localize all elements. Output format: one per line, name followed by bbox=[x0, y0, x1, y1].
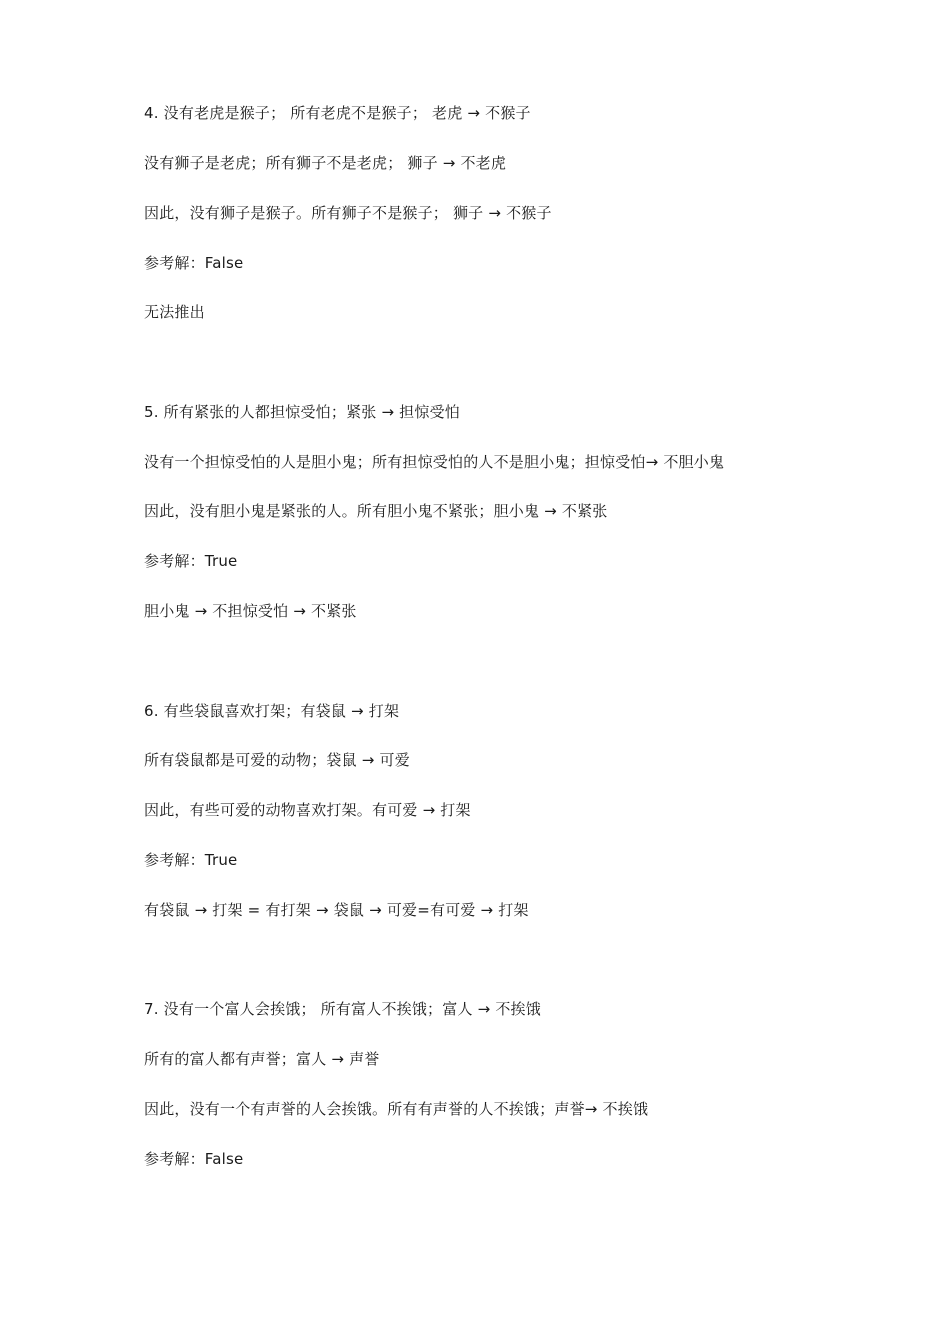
problem-6-premise-1: 6. 有些袋鼠喜欢打架；有袋鼠 → 打架 bbox=[144, 702, 400, 720]
problem-4-answer: 参考解：False bbox=[144, 254, 244, 272]
problem-7-answer: 参考解：False bbox=[144, 1150, 244, 1168]
problem-5-answer: 参考解：True bbox=[144, 552, 238, 570]
problem-4-note: 无法推出 bbox=[144, 303, 205, 321]
problem-7-premise-2: 所有的富人都有声誉；富人 → 声誉 bbox=[144, 1050, 380, 1068]
problem-6-premise-2: 所有袋鼠都是可爱的动物；袋鼠 → 可爱 bbox=[144, 751, 410, 769]
problem-4-conclusion: 因此，没有狮子是猴子。所有狮子不是猴子； 狮子 → 不猴子 bbox=[144, 204, 552, 222]
problem-4-premise-2: 没有狮子是老虎；所有狮子不是老虎； 狮子 → 不老虎 bbox=[144, 154, 507, 172]
problem-5-conclusion: 因此，没有胆小鬼是紧张的人。所有胆小鬼不紧张；胆小鬼 → 不紧张 bbox=[144, 502, 608, 520]
problem-7-conclusion: 因此，没有一个有声誉的人会挨饿。所有有声誉的人不挨饿；声誉→ 不挨饿 bbox=[144, 1100, 649, 1118]
problem-5-note: 胆小鬼 → 不担惊受怕 → 不紧张 bbox=[144, 602, 357, 620]
problem-6-conclusion: 因此，有些可爱的动物喜欢打架。有可爱 → 打架 bbox=[144, 801, 471, 819]
problem-6-note: 有袋鼠 → 打架 = 有打架 → 袋鼠 → 可爱=有可爱 → 打架 bbox=[144, 901, 529, 919]
problem-5-premise-1: 5. 所有紧张的人都担惊受怕；紧张 → 担惊受怕 bbox=[144, 403, 460, 421]
problem-5-premise-2: 没有一个担惊受怕的人是胆小鬼；所有担惊受怕的人不是胆小鬼；担惊受怕→ 不胆小鬼 bbox=[144, 453, 725, 471]
problem-4-premise-1: 4. 没有老虎是猴子； 所有老虎不是猴子； 老虎 → 不猴子 bbox=[144, 104, 531, 122]
problem-7-premise-1: 7. 没有一个富人会挨饿； 所有富人不挨饿；富人 → 不挨饿 bbox=[144, 1000, 541, 1018]
problem-6-answer: 参考解：True bbox=[144, 851, 238, 869]
